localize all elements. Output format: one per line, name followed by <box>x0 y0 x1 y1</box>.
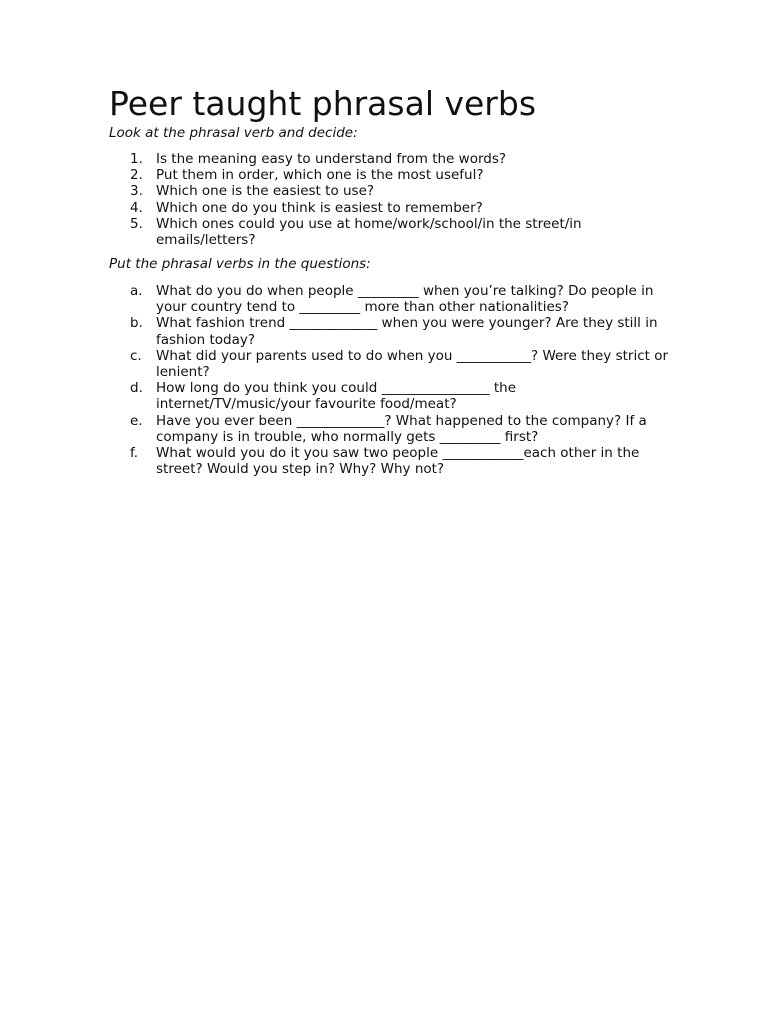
list-item <box>130 216 670 248</box>
list-marker: 1. <box>130 151 143 167</box>
list-item <box>130 315 670 347</box>
section2-instruction: Put the phrasal verbs in the questions: <box>109 256 371 272</box>
list-item-text: Which one is the easiest to use? <box>156 183 375 200</box>
list-marker: 3. <box>130 183 143 200</box>
list-item-text: What would you do it you saw two people ____________each other in the street? Would you step in? Why? Why not? <box>156 445 640 478</box>
list-item-text: Put them in order, which one is the most useful? <box>156 167 484 184</box>
lettered-question-list <box>130 283 670 477</box>
list-item-text: What did your parents used to do when you ___________? Were they strict or lenient? <box>156 347 669 381</box>
list-marker: d. <box>130 380 143 397</box>
list-marker: 4. <box>130 199 143 216</box>
list-item <box>130 445 670 477</box>
list-item <box>130 200 670 216</box>
list-marker: a. <box>130 283 143 299</box>
list-item <box>130 183 670 199</box>
list-item-text: What fashion trend _____________ when you were younger? Are they still in fashion today? <box>156 315 658 348</box>
list-item-text: Which ones could you use at home/work/school/in the street/in emails/letters? <box>156 215 582 249</box>
list-marker: f. <box>130 445 139 462</box>
numbered-question-list <box>130 151 670 248</box>
list-marker: 5. <box>130 215 143 232</box>
list-item <box>130 167 670 183</box>
list-item-text: What do you do when people _________ when you’re talking? Do people in your country tend to _________ more than other nationalities? <box>156 283 654 316</box>
list-marker: c. <box>130 347 142 364</box>
list-item <box>130 348 670 380</box>
list-item-text: Which one do you think is easiest to remember? <box>156 199 483 216</box>
page-title: Peer taught phrasal verbs <box>109 84 537 123</box>
section1-instruction: Look at the phrasal verb and decide: <box>109 125 358 141</box>
list-item-text: Have you ever been _____________? What happened to the company? If a company is in trouble, who normally gets _________ first? <box>156 412 647 445</box>
list-item-text: How long do you think you could ________________ the internet/TV/music/your favourite food/meat? <box>156 380 517 413</box>
list-item <box>130 413 670 445</box>
list-item <box>130 380 670 412</box>
list-item <box>130 283 670 315</box>
list-marker: 2. <box>130 167 143 184</box>
list-item-text: Is the meaning easy to understand from the words? <box>156 151 507 167</box>
list-item <box>130 151 670 167</box>
list-marker: b. <box>130 315 143 332</box>
list-marker: e. <box>130 412 143 429</box>
